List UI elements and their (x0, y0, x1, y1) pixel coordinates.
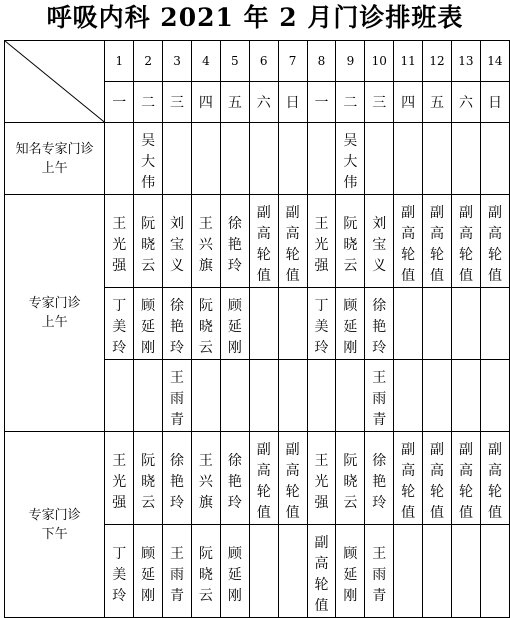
doctor-name: 副高轮值 (285, 442, 300, 521)
schedule-cell (452, 360, 481, 432)
doctor-name: 王光强 (112, 215, 127, 274)
date-row (5, 41, 510, 82)
date-cell: 8 (307, 41, 336, 82)
doctor-name: 王雨青 (170, 545, 185, 604)
doctor-name: 徐艳玲 (227, 452, 242, 511)
schedule-cell (134, 360, 163, 432)
schedule-cell (307, 360, 336, 432)
date-cell: 12 (423, 41, 452, 82)
schedule-cell (249, 360, 278, 432)
schedule-cell (191, 288, 220, 360)
schedule-cell (423, 195, 452, 288)
date-cell: 2 (134, 41, 163, 82)
row-label-line: 专家门诊 (28, 507, 81, 523)
schedule-cell (480, 288, 509, 360)
doctor-name: 王光强 (314, 452, 329, 511)
doctor-name: 王光强 (314, 215, 329, 274)
schedule-cell (423, 123, 452, 195)
doctor-name: 吴大伟 (343, 133, 358, 191)
doctor-name: 刘宝义 (372, 215, 387, 274)
row-label-famous-am (5, 123, 105, 195)
doctor-name: 副高轮值 (256, 442, 271, 521)
doctor-name: 副高轮值 (285, 205, 300, 284)
row-label-line: 知名专家门诊 (15, 141, 94, 157)
doctor-name: 吴大伟 (141, 133, 156, 191)
doctor-name: 顾延刚 (343, 298, 358, 356)
schedule-row (5, 123, 510, 195)
date-cell: 5 (220, 41, 249, 82)
schedule-cell (480, 195, 509, 288)
schedule-cell (163, 123, 192, 195)
doctor-name: 王雨青 (372, 545, 387, 604)
doctor-name: 副高轮值 (458, 442, 473, 521)
doctor-name: 丁美玲 (112, 298, 127, 356)
weekday-cell: 二 (134, 82, 163, 123)
row-label-line: 下午 (41, 526, 68, 542)
doctor-name: 刘宝义 (170, 215, 185, 274)
weekday-cell: 六 (452, 82, 481, 123)
schedule-row (5, 195, 510, 288)
schedule-cell (163, 195, 192, 288)
schedule-cell (394, 123, 423, 195)
schedule-cell (134, 195, 163, 288)
schedule-cell (220, 525, 249, 618)
date-cell: 6 (249, 41, 278, 82)
schedule-cell (220, 288, 249, 360)
schedule-cell (220, 432, 249, 525)
doctor-name: 徐艳玲 (372, 298, 387, 356)
schedule-cell (134, 288, 163, 360)
date-cell: 14 (480, 41, 509, 82)
schedule-cell (105, 195, 134, 288)
schedule-cell (336, 432, 365, 525)
schedule-cell (105, 525, 134, 618)
schedule-cell (394, 360, 423, 432)
schedule-cell (336, 360, 365, 432)
doctor-name: 徐艳玲 (170, 452, 185, 511)
doctor-name: 阮晓云 (198, 545, 213, 604)
weekday-cell: 二 (336, 82, 365, 123)
schedule-cell (191, 123, 220, 195)
schedule-cell (163, 525, 192, 618)
schedule-cell (163, 360, 192, 432)
schedule-row (5, 432, 510, 525)
schedule-cell (452, 525, 481, 618)
weekday-cell: 六 (249, 82, 278, 123)
doctor-name: 丁美玲 (314, 298, 329, 356)
schedule-cell (452, 288, 481, 360)
doctor-name: 阮晓云 (343, 215, 358, 274)
schedule-cell (336, 195, 365, 288)
schedule-cell (307, 432, 336, 525)
schedule-cell (105, 123, 134, 195)
weekday-cell: 三 (365, 82, 394, 123)
schedule-cell (452, 123, 481, 195)
schedule-cell (480, 432, 509, 525)
schedule-cell (452, 432, 481, 525)
date-cell: 9 (336, 41, 365, 82)
diagonal-line (5, 41, 104, 122)
doctor-name: 顾延刚 (141, 545, 156, 604)
schedule-cell (423, 432, 452, 525)
schedule-cell (278, 525, 307, 618)
weekday-cell: 三 (163, 82, 192, 123)
schedule-cell (249, 288, 278, 360)
schedule-cell (336, 123, 365, 195)
date-cell: 3 (163, 41, 192, 82)
doctor-name: 副高轮值 (487, 205, 502, 284)
row-label-expert-am (5, 195, 105, 432)
schedule-cell (191, 195, 220, 288)
schedule-cell (394, 432, 423, 525)
schedule-cell (134, 432, 163, 525)
doctor-name: 阮晓云 (198, 298, 213, 356)
doctor-name: 顾延刚 (343, 545, 358, 604)
doctor-name: 徐艳玲 (227, 215, 242, 274)
schedule-cell (307, 525, 336, 618)
doctor-name: 王兴旗 (198, 215, 213, 274)
schedule-cell (249, 195, 278, 288)
schedule-cell (423, 360, 452, 432)
schedule-table (4, 40, 510, 618)
doctor-name: 阮晓云 (141, 215, 156, 274)
schedule-cell (394, 525, 423, 618)
schedule-cell (134, 525, 163, 618)
schedule-cell (307, 288, 336, 360)
schedule-cell (365, 123, 394, 195)
weekday-cell: 日 (480, 82, 509, 123)
schedule-cell (220, 123, 249, 195)
schedule-cell (278, 123, 307, 195)
weekday-cell: 日 (278, 82, 307, 123)
doctor-name: 副高轮值 (314, 535, 329, 614)
doctor-name: 徐艳玲 (170, 298, 185, 356)
schedule-cell (249, 123, 278, 195)
schedule-cell (220, 195, 249, 288)
doctor-name: 顾延刚 (141, 298, 156, 356)
schedule-cell (163, 432, 192, 525)
date-cell: 1 (105, 41, 134, 82)
page-title: 呼吸内科 2021 年 2 月门诊排班表 (46, 3, 464, 32)
row-label-line: 上午 (41, 160, 68, 176)
schedule-cell (307, 123, 336, 195)
doctor-name: 副高轮值 (458, 205, 473, 284)
schedule-cell (365, 360, 394, 432)
schedule-cell (365, 525, 394, 618)
schedule-cell (105, 360, 134, 432)
schedule-cell (365, 432, 394, 525)
schedule-cell (105, 432, 134, 525)
schedule-cell (220, 360, 249, 432)
schedule-cell (394, 288, 423, 360)
weekday-cell: 四 (394, 82, 423, 123)
row-label-line: 上午 (41, 315, 68, 330)
doctor-name: 副高轮值 (430, 442, 445, 521)
weekday-cell: 一 (105, 82, 134, 123)
schedule-cell (336, 288, 365, 360)
doctor-name: 徐艳玲 (372, 452, 387, 511)
doctor-name: 王光强 (112, 452, 127, 511)
schedule-cell (365, 195, 394, 288)
weekday-cell: 五 (220, 82, 249, 123)
schedule-cell (134, 123, 163, 195)
schedule-cell (452, 195, 481, 288)
schedule-cell (480, 525, 509, 618)
schedule-cell (163, 288, 192, 360)
doctor-name: 副高轮值 (401, 205, 416, 284)
date-cell: 11 (394, 41, 423, 82)
doctor-name: 副高轮值 (401, 442, 416, 521)
weekday-cell: 一 (307, 82, 336, 123)
doctor-name: 王雨青 (372, 370, 387, 428)
weekday-cell: 四 (191, 82, 220, 123)
schedule-cell (480, 123, 509, 195)
doctor-name: 副高轮值 (487, 442, 502, 521)
schedule-cell (191, 525, 220, 618)
schedule-cell (278, 360, 307, 432)
doctor-name: 副高轮值 (430, 205, 445, 284)
schedule-cell (307, 195, 336, 288)
schedule-cell (365, 288, 394, 360)
doctor-name: 王兴旗 (198, 452, 213, 511)
doctor-name: 副高轮值 (256, 205, 271, 284)
schedule-cell (191, 432, 220, 525)
schedule-cell (191, 360, 220, 432)
schedule-cell (278, 288, 307, 360)
row-label-line: 专家门诊 (28, 296, 81, 311)
schedule-cell (394, 195, 423, 288)
schedule-cell (423, 288, 452, 360)
schedule-cell (278, 195, 307, 288)
schedule-cell (105, 288, 134, 360)
doctor-name: 阮晓云 (343, 452, 358, 511)
doctor-name: 丁美玲 (112, 545, 127, 604)
schedule-cell (480, 360, 509, 432)
row-label-expert-pm (5, 432, 105, 618)
doctor-name: 阮晓云 (141, 452, 156, 511)
doctor-name: 顾延刚 (227, 298, 242, 356)
doctor-name: 顾延刚 (227, 545, 242, 604)
doctor-name: 王雨青 (170, 370, 185, 428)
date-cell: 7 (278, 41, 307, 82)
weekday-cell: 五 (423, 82, 452, 123)
schedule-cell (423, 525, 452, 618)
corner-cell (5, 41, 105, 123)
date-cell: 13 (452, 41, 481, 82)
date-cell: 10 (365, 41, 394, 82)
schedule-cell (336, 525, 365, 618)
schedule-cell (249, 432, 278, 525)
schedule-cell (249, 525, 278, 618)
schedule-cell (278, 432, 307, 525)
date-cell: 4 (191, 41, 220, 82)
